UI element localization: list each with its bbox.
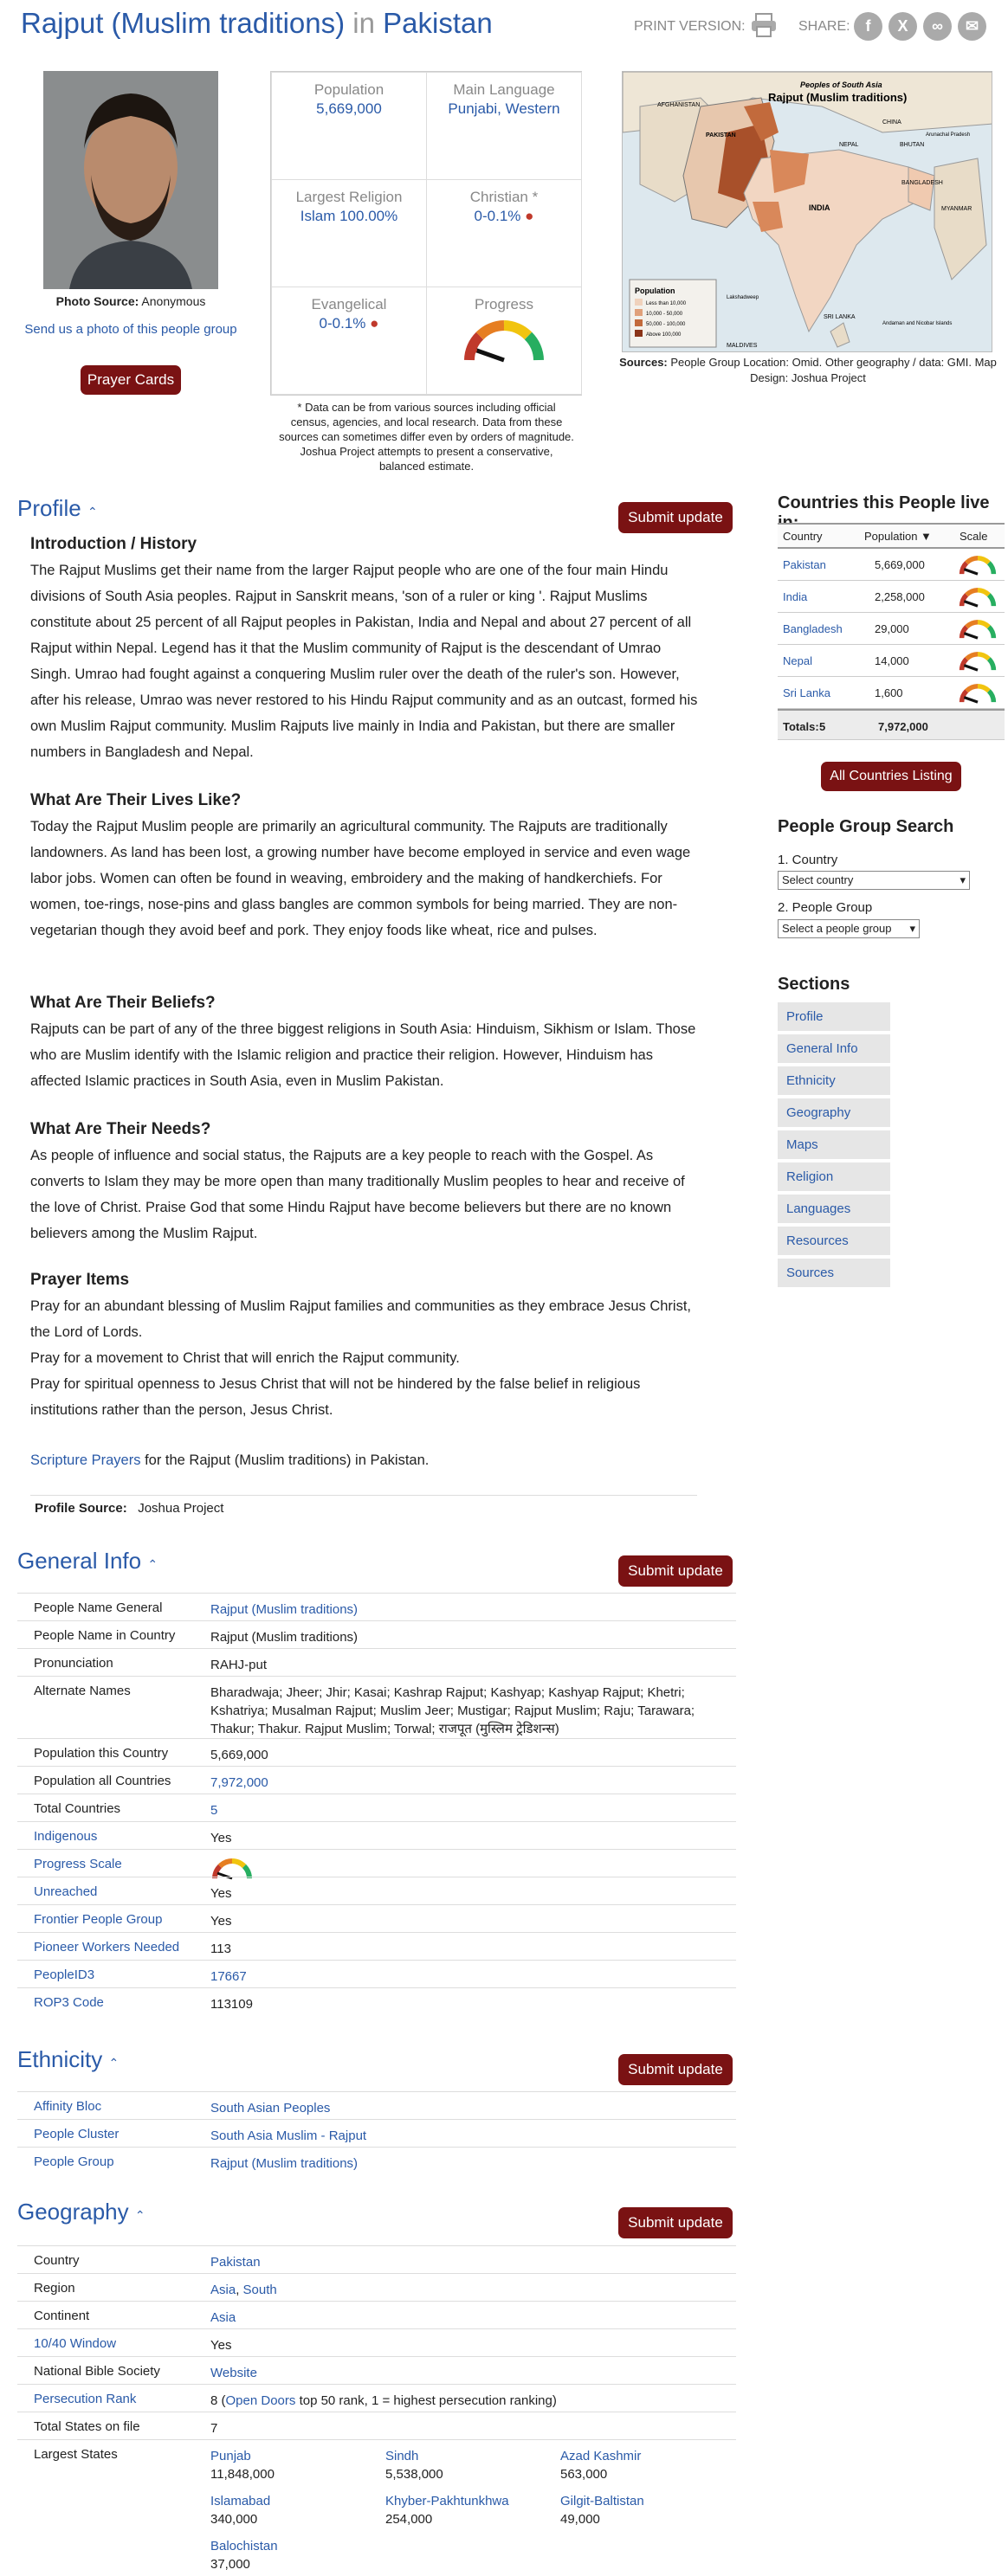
progress-gauge-icon[interactable] [958, 618, 998, 643]
info-key[interactable]: PeopleID3 [34, 1967, 95, 1982]
info-value[interactable]: 17667 [210, 1969, 247, 1984]
state-item [560, 2492, 644, 2528]
info-key[interactable]: Indigenous [34, 1829, 98, 1844]
geography-table: Country Pakistan Region Asia, South Continent Asia 10/40 Window Yes National Bible Society Website Persecution Rank 8 (Open Doors top 50 rank, 1 = highest persecution ranking) Total States on file 7 Largest States Punjab 11,848,000 Sindh 5,538,000 Azad Kashmir 563,000 Islamabad 340,000 Khyber-Pakhtunkhwa 254,000 Gilgit-Baltistan 49,000 Balochistan 37,000 [17, 2245, 736, 2574]
state-item [210, 2492, 270, 2528]
info-key[interactable]: Pioneer Workers Needed [34, 1940, 180, 1955]
info-value: RAHJ-put [210, 1658, 268, 1672]
section-link-geography[interactable]: Geography [778, 1098, 890, 1127]
ethnicity-key[interactable]: People Cluster [34, 2127, 120, 2141]
state-population: 5,538,000 [385, 2467, 443, 2482]
geo-country-link[interactable]: Pakistan [210, 2255, 261, 2270]
svg-text:Population: Population [635, 287, 675, 295]
profile-source: Profile Source: Joshua Project [35, 1501, 224, 1516]
info-value[interactable]: 5 [210, 1803, 218, 1818]
info-row [17, 1738, 736, 1766]
info-value: 113 [210, 1942, 231, 1956]
state-population: 49,000 [560, 2512, 600, 2527]
country-link[interactable]: Pakistan [783, 558, 826, 571]
countries-heading: Countries this People live [778, 493, 990, 512]
info-value: 5,669,000 [210, 1748, 268, 1762]
info-row [17, 1849, 736, 1877]
info-key: Pronunciation [34, 1656, 113, 1671]
people-group-select[interactable]: Select a people group ▾ [778, 919, 920, 938]
scripture-prayers: Scripture Prayers for the Rajput (Muslim traditions) in Pakistan. [30, 1452, 430, 1468]
people-map[interactable] [622, 71, 992, 352]
section-link-sources[interactable]: Sources [778, 1259, 890, 1287]
svg-text:MYANMAR: MYANMAR [941, 206, 972, 212]
section-text: As people of influence and social status, the Rajputs are a key people to reach with the Gospel. As converts to Islam they may be more open than many traditionally Muslim peoples to hear and receive of the love of Christ. Praise God that some Hindu Rajput have become believers but there are no known believers among the Muslim Rajput. [30, 1148, 685, 1241]
section-link-languages[interactable]: Languages [778, 1195, 890, 1223]
prayer-item: Pray for spiritual openness to Jesus Christ that will not be hindered by the false belief in religious institutions rather than the person, Jesus Christ. [30, 1376, 641, 1418]
progress-gauge-icon[interactable] [958, 682, 998, 707]
section-title: What Are Their Beliefs? [30, 994, 216, 1012]
prayer-items-title: Prayer Items [30, 1271, 130, 1289]
svg-text:Lakshadweep: Lakshadweep [727, 295, 759, 300]
state-item [560, 2447, 641, 2483]
country-population: 29,000 [875, 622, 909, 635]
info-value: Yes [210, 1831, 232, 1845]
ethnicity-heading[interactable]: Ethnicity ⌃ [17, 2046, 120, 2072]
info-value: Yes [210, 1914, 232, 1929]
country-population: 1,600 [875, 686, 903, 699]
info-key: Population this Country [34, 1746, 169, 1761]
state-link[interactable]: Azad Kashmir [560, 2449, 642, 2463]
continent-link[interactable]: Asia [210, 2310, 236, 2325]
profile-heading[interactable]: Profile ⌃ [17, 495, 98, 521]
svg-text:Less than 10,000: Less than 10,000 [646, 301, 687, 306]
submit-update-button[interactable]: Submit update [618, 2054, 733, 2085]
country-row[interactable] [778, 581, 1005, 613]
section-title: Introduction / History [30, 535, 197, 553]
section-title: What Are Their Needs? [30, 1120, 211, 1138]
chevron-down-icon: ▾ [909, 922, 915, 935]
page-header [17, 7, 991, 50]
country-link[interactable]: India [783, 590, 808, 603]
svg-text:AFGHANISTAN: AFGHANISTAN [657, 102, 701, 108]
svg-text:Arunachal Pradesh: Arunachal Pradesh [926, 132, 971, 138]
printer-icon[interactable] [750, 12, 778, 38]
chevron-up-icon: ⌃ [147, 1557, 158, 1571]
state-item [210, 2447, 275, 2483]
chevron-up-icon: ⌃ [134, 2208, 145, 2222]
info-key: People Name in Country [34, 1628, 176, 1643]
red-dot-icon: ● [370, 315, 379, 332]
section-link-profile[interactable]: Profile [778, 1002, 890, 1031]
ethnicity-row [17, 2119, 736, 2147]
data-disclaimer: * Data can be from various sources including official census, agencies, and local research. Data from these sources can sometimes differ even by orders of magnitude. Joshua Project attempts to present a conservative, balanced estimate. [279, 401, 574, 473]
country-link[interactable]: Sri Lanka [783, 686, 830, 699]
info-key[interactable]: Unreached [34, 1884, 98, 1899]
info-value[interactable]: 7,972,000 [210, 1775, 268, 1790]
ethnicity-value[interactable]: South Asian Peoples [210, 2101, 331, 2116]
scripture-prayers-link[interactable]: Scripture Prayers [30, 1452, 141, 1468]
window-1040-link[interactable]: 10/40 Window [34, 2336, 117, 2351]
print-version-label: PRINT VERSION: [634, 19, 746, 34]
svg-text:BHUTAN: BHUTAN [900, 142, 925, 148]
svg-text:PAKISTAN: PAKISTAN [706, 132, 736, 138]
state-link[interactable]: Sindh [385, 2449, 419, 2463]
progress-gauge-icon[interactable] [461, 317, 547, 365]
info-row [17, 1620, 736, 1648]
chevron-down-icon: ▾ [960, 873, 966, 886]
stat-population: Population 5,669,000 [271, 72, 427, 180]
stat-evangelical: Evangelical 0-0.1% ● [271, 287, 427, 395]
section-text: The Rajput Muslims get their name from the larger Rajput people who are one of the four main Hindu divisions of South Asia peoples. Rajput in Sanskrit means, 'son of a ruler or king '. Rajput Muslims constitute about 25 percent of all Rajput peoples in Pakistan, India and Nepal and about 27 percent of all Rajput within Nepal. Legend has it that the Muslim community of Rajput is the descendant of Umrao Singh. Umrao had fought against a conquering Muslim ruler over the death of the ruler's son. However, after his release, Umrao was never restored to his Hindu Rajput community and as an outcast, formed his own Muslim Rajput community. Muslim Rajputs live mainly in India and Pakistan, but there are smaller numbers in Bangladesh and Nepal. [30, 563, 698, 760]
info-key: People Name General [34, 1600, 163, 1615]
state-link[interactable]: Gilgit-Baltistan [560, 2494, 644, 2508]
info-row [17, 1821, 736, 1849]
ethnicity-key[interactable]: People Group [34, 2154, 114, 2169]
info-row [17, 1676, 736, 1738]
country-row[interactable] [778, 645, 1005, 677]
info-row [17, 1987, 736, 2015]
general-info-heading[interactable]: General Info ⌃ [17, 1548, 158, 1574]
section-link-maps[interactable]: Maps [778, 1130, 890, 1159]
prayer-items-list [30, 1293, 701, 1423]
state-link[interactable]: Balochistan [210, 2539, 278, 2553]
persecution-rank-link[interactable]: Persecution Rank [34, 2392, 137, 2406]
country-link[interactable]: Bangladesh [783, 622, 843, 635]
ethnicity-value[interactable]: Rajput (Muslim traditions) [210, 2156, 359, 2171]
state-population: 254,000 [385, 2512, 433, 2527]
state-link[interactable]: Punjab [210, 2449, 251, 2463]
info-row [17, 1766, 736, 1794]
svg-text:CHINA: CHINA [882, 119, 901, 126]
send-photo-link[interactable]: Send us a photo of this people group [24, 322, 237, 337]
ethnicity-row [17, 2091, 736, 2119]
stat-largest-religion: Largest Religion Islam 100.00% [271, 179, 427, 287]
stat-progress: Progress [426, 287, 582, 395]
region-south-link[interactable]: South [242, 2283, 277, 2297]
stat-main-language: Main Language Punjabi, Western [426, 72, 582, 180]
red-dot-icon: ● [525, 208, 534, 224]
stats-grid [270, 71, 582, 396]
search-group-label: 2. People Group [778, 900, 873, 915]
info-key[interactable]: Progress Scale [34, 1857, 122, 1871]
progress-gauge-icon[interactable] [958, 554, 998, 579]
info-row [17, 1877, 736, 1904]
population-sort-header[interactable]: Population ▼ [864, 530, 932, 543]
info-key: Population all Countries [34, 1774, 171, 1788]
info-key[interactable]: ROP3 Code [34, 1995, 104, 2010]
submit-update-button[interactable]: Submit update [618, 1555, 733, 1587]
info-value: Yes [210, 1886, 232, 1901]
country-population: 5,669,000 [875, 558, 925, 571]
search-heading: People Group Search [778, 817, 954, 836]
bible-society-link[interactable]: Website [210, 2366, 257, 2380]
info-row [17, 1593, 736, 1620]
info-key: Alternate Names [34, 1684, 131, 1698]
section-link-resources[interactable]: Resources [778, 1227, 890, 1255]
svg-text:NEPAL: NEPAL [839, 142, 859, 148]
section-link-general-info[interactable]: General Info [778, 1034, 890, 1063]
x-twitter-icon[interactable]: X [888, 12, 917, 41]
svg-text:INDIA: INDIA [809, 203, 830, 212]
state-population: 11,848,000 [210, 2467, 275, 2482]
prayer-item: Pray for an abundant blessing of Muslim Rajput families and communities as they embrace Jesus Christ, the Lord of Lords. [30, 1298, 692, 1340]
country-population: 2,258,000 [875, 590, 925, 603]
svg-text:SRI LANKA: SRI LANKA [824, 314, 856, 320]
info-value: Rajput (Muslim traditions) [210, 1630, 359, 1645]
country-select[interactable]: Select country ▾ [778, 871, 970, 890]
map-title2: Rajput (Muslim traditions) [768, 91, 908, 104]
submit-update-button[interactable]: Submit update [618, 2207, 733, 2238]
progress-gauge-icon[interactable] [958, 650, 998, 675]
map-sources: Sources: People Group Location: Omid. Other geography / data: GMI. Map Design: Joshua Project [619, 356, 997, 384]
info-row [17, 1960, 736, 1987]
all-countries-button[interactable]: All Countries Listing [821, 762, 961, 791]
info-key[interactable]: Frontier People Group [34, 1912, 163, 1927]
info-row [17, 1794, 736, 1821]
info-row [17, 1904, 736, 1932]
state-item [385, 2447, 443, 2483]
svg-text:BANGLADESH: BANGLADESH [901, 180, 943, 186]
page-title: Rajput (Muslim traditions) in Pakistan [21, 7, 493, 39]
section-text: Today the Rajput Muslim people are primarily an agricultural community. The Rajputs are traditionally landowners. As land has been lost, a growing number have become employed in service and even wage labor jobs. Women can often be found in weaving, embroidery and the making of handkerchiefs. For women, toe-rings, nose-pins and glass bangles are common symbols for being married. They are non-vegetarian though they avoid beef and pork. They enjoy foods like wheat, rice and pulses. [30, 819, 691, 938]
state-population: 37,000 [210, 2557, 250, 2572]
country-row[interactable] [778, 549, 1005, 581]
ethnicity-key[interactable]: Affinity Bloc [34, 2099, 102, 2114]
info-key: Total Countries [34, 1801, 121, 1816]
chevron-up-icon: ⌃ [108, 2056, 120, 2070]
prayer-cards-button[interactable]: Prayer Cards [81, 365, 181, 395]
section-link-ethnicity[interactable]: Ethnicity [778, 1066, 890, 1095]
info-value: 113109 [210, 1997, 253, 2012]
country-row[interactable] [778, 677, 1005, 709]
section-title: What Are Their Lives Like? [30, 791, 242, 809]
share-label: SHARE: [798, 19, 850, 34]
state-population: 340,000 [210, 2512, 258, 2527]
sections-heading: Sections [778, 975, 850, 994]
stat-christian: Christian * 0-0.1% ● [426, 179, 582, 287]
prayer-item: Pray for a movement to Christ that will enrich the Rajput community. [30, 1350, 460, 1366]
geography-heading[interactable]: Geography ⌃ [17, 2199, 145, 2225]
state-link[interactable]: Islamabad [210, 2494, 271, 2508]
submit-update-button[interactable]: Submit update [618, 502, 733, 533]
section-text: Rajputs can be part of any of the three biggest religions in South Asia: Hinduism, Sikhism or Islam. Those who are Muslim identify with the Islamic religion and practice their religion. However, Hinduism has affected Islamic practices in South Asia, even in Muslim Pakistan. [30, 1021, 696, 1089]
photo-source: Photo Source: Anonymous [55, 294, 206, 308]
open-doors-link[interactable]: Open Doors [225, 2393, 296, 2408]
ethnicity-value[interactable]: South Asia Muslim - Rajput [210, 2128, 367, 2143]
info-row [17, 1932, 736, 1960]
region-asia-link[interactable]: Asia [210, 2283, 236, 2297]
email-icon[interactable]: ✉ [958, 12, 986, 41]
facebook-icon[interactable]: f [854, 12, 882, 41]
people-photo [43, 71, 218, 289]
country-row[interactable] [778, 613, 1005, 645]
state-link[interactable]: Khyber-Pakhtunkhwa [385, 2494, 509, 2508]
progress-gauge-icon[interactable] [958, 586, 998, 611]
svg-text:Andaman and Nicobar Islands: Andaman and Nicobar Islands [882, 321, 953, 326]
svg-text:50,000 - 100,000: 50,000 - 100,000 [646, 322, 686, 327]
info-row [17, 1648, 736, 1676]
section-link-religion[interactable]: Religion [778, 1162, 890, 1191]
state-item [385, 2492, 509, 2528]
info-value[interactable]: Rajput (Muslim traditions) [210, 1602, 359, 1617]
state-population: 563,000 [560, 2467, 608, 2482]
map-title1: Peoples of South Asia [800, 80, 882, 89]
search-country-label: 1. Country [778, 853, 838, 867]
state-item [210, 2537, 278, 2573]
country-population: 14,000 [875, 654, 909, 667]
chevron-up-icon: ⌃ [87, 505, 98, 518]
ethnicity-row [17, 2147, 736, 2174]
country-link[interactable]: Nepal [783, 654, 812, 667]
svg-text:Above 100,000: Above 100,000 [646, 332, 682, 338]
link-icon[interactable]: ∞ [923, 12, 952, 41]
svg-text:10,000 - 50,000: 10,000 - 50,000 [646, 312, 683, 317]
svg-text:MALDIVES: MALDIVES [727, 343, 758, 349]
info-value: Bharadwaja; Jheer; Jhir; Kasai; Kashrap Rajput; Kashyap; Kashyap Rajput; Khetri; Kshatriya; Musalman Rajput; Muslim Jeer; Mustigar; Rajput Muslim; Raju; Tarawara; Thakur; Thakur. Rajput Muslim; Torwal; राजपूत (मुस्लिम ट्रेडिशन्स) [210, 1685, 695, 1736]
